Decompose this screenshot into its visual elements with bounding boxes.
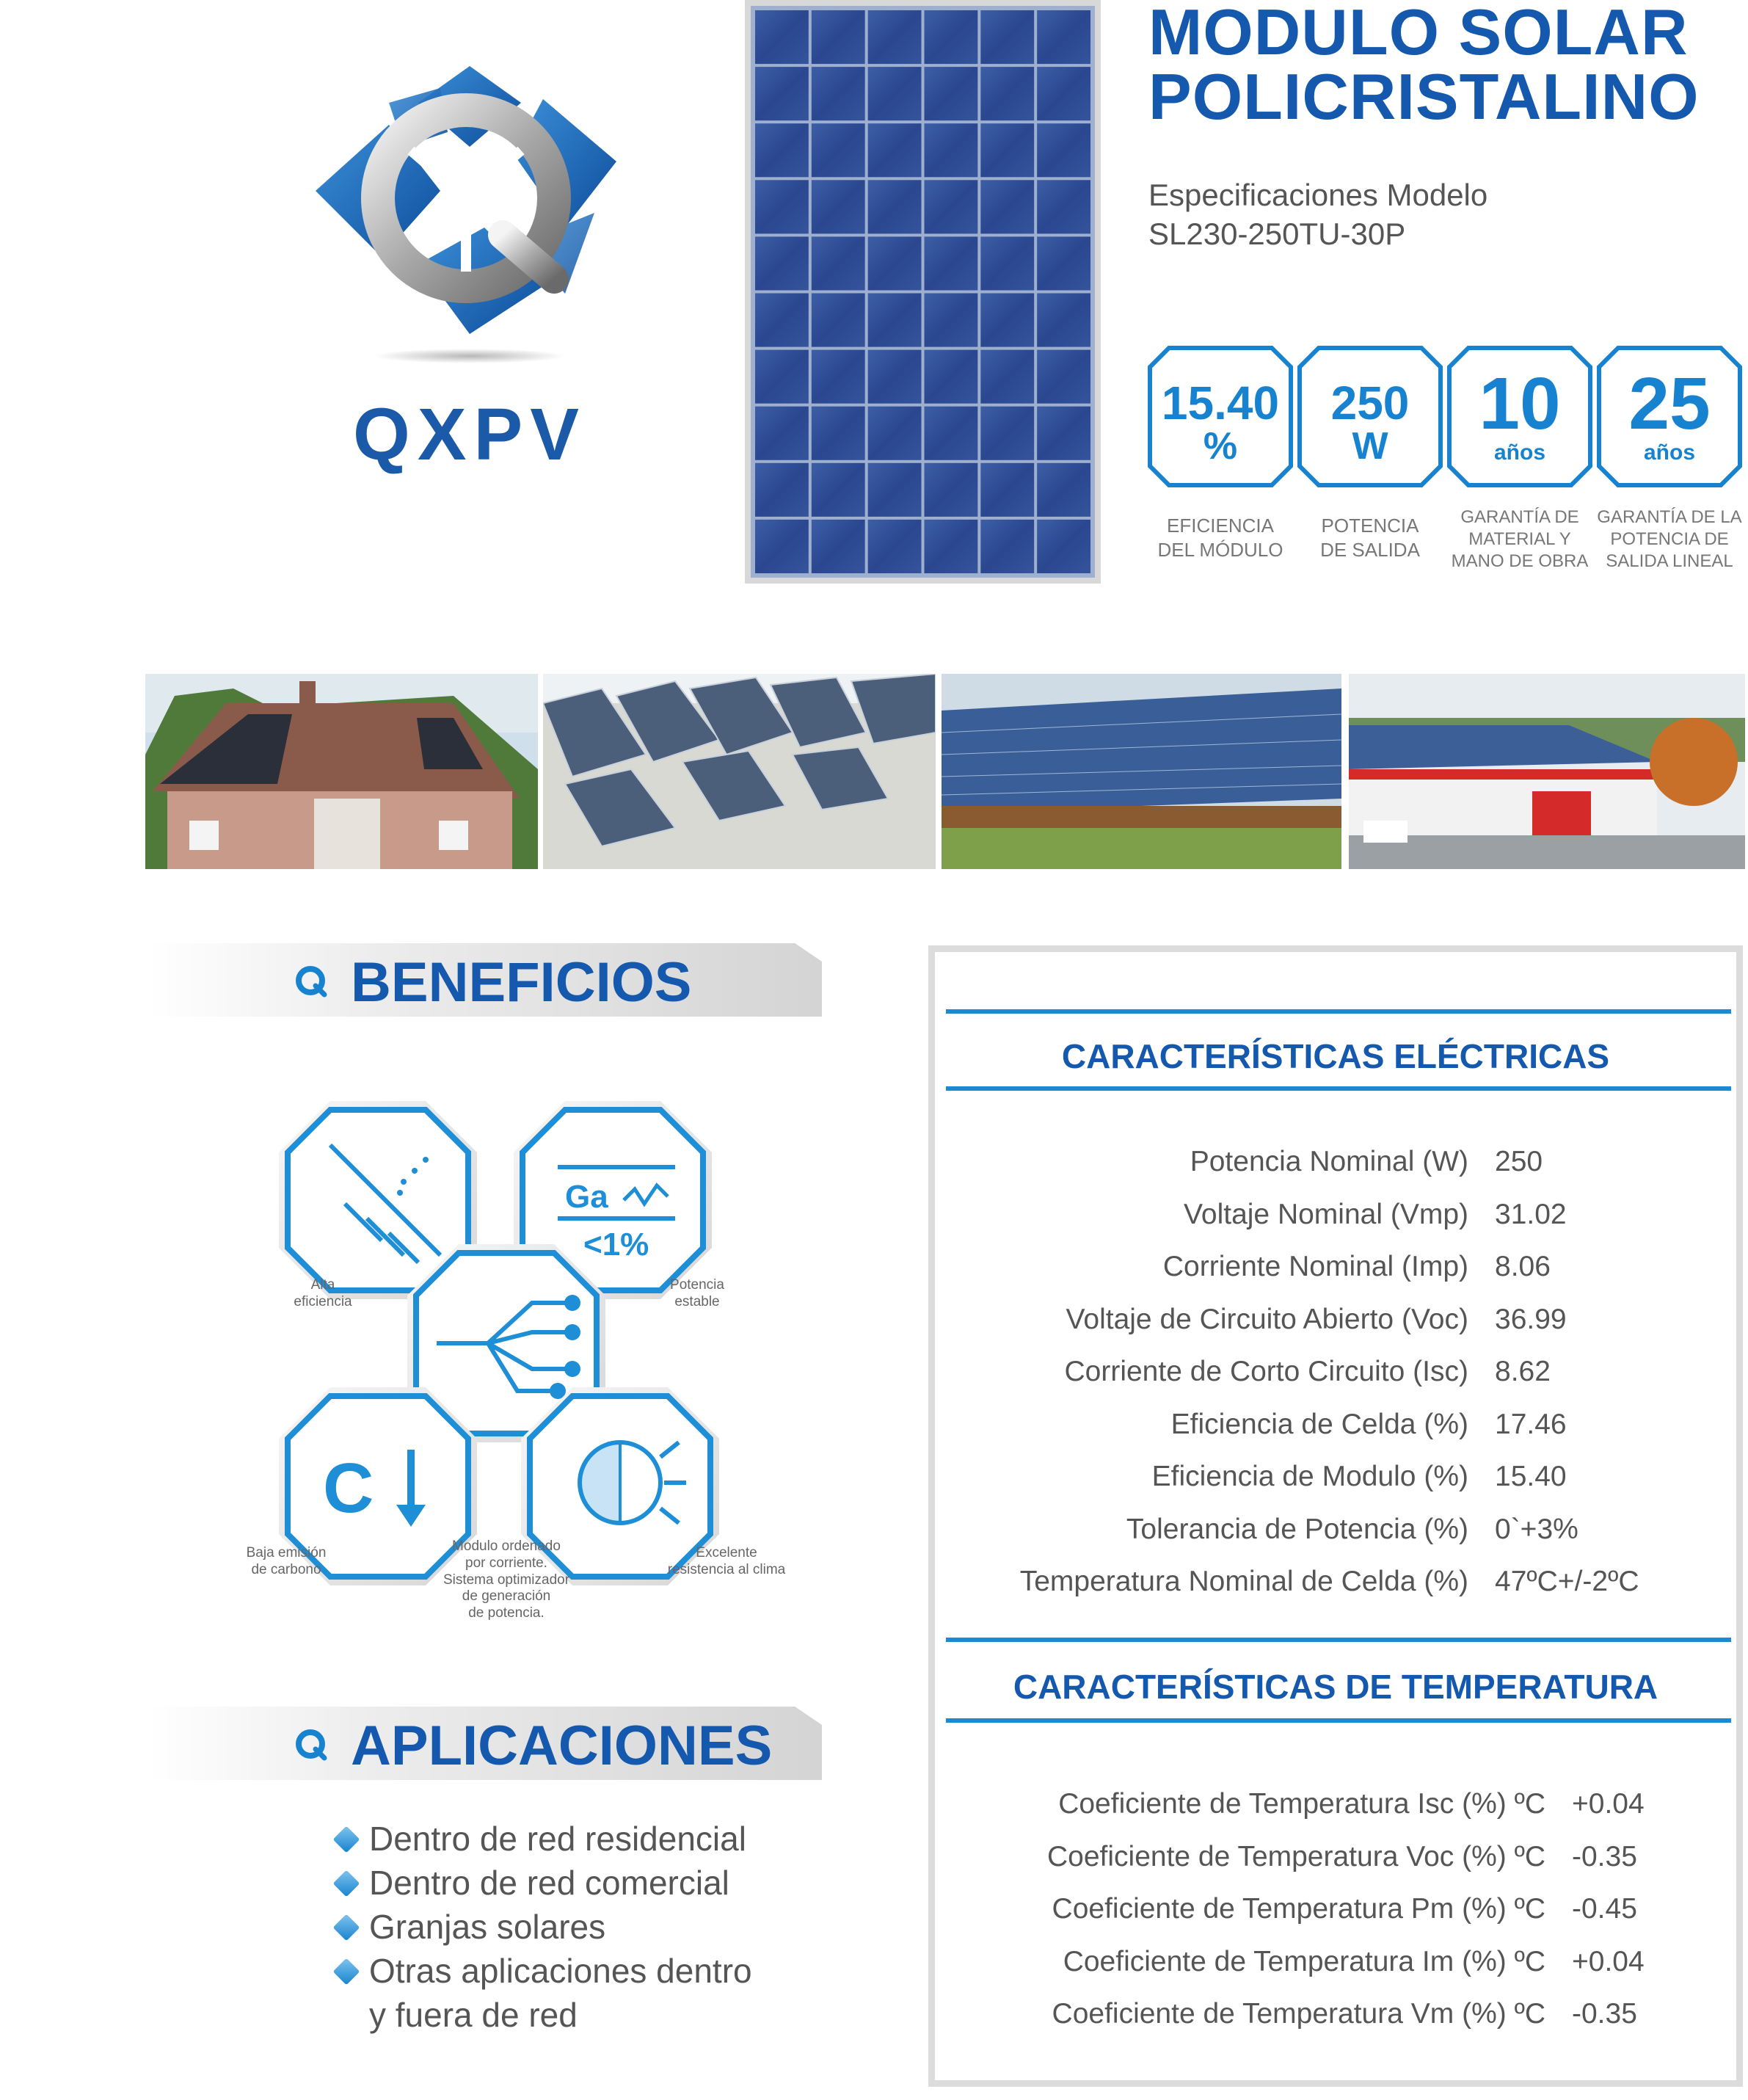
panel-cell [925, 463, 978, 517]
q-bullet-icon [294, 964, 327, 998]
badge-unit: % [1203, 425, 1238, 468]
carbon-c-text: C [323, 1449, 374, 1527]
panel-cell [925, 67, 978, 120]
list-item: Granjas solares [334, 1905, 752, 1949]
spec-label: Eficiencia de Celda (%) [1170, 1408, 1468, 1440]
panel-cell [1037, 463, 1090, 517]
list-item: Dentro de red comercial [334, 1861, 752, 1905]
applications-section-header [147, 1707, 822, 1780]
diamond-bullet-icon [333, 1870, 360, 1897]
panel-cell [755, 350, 809, 404]
spec-label: Coeficiente de Temperatura Vm (%) ºC [1052, 1998, 1545, 2030]
spec-label: Potencia Nominal (W) [1190, 1146, 1468, 1177]
panel-cell [980, 236, 1034, 290]
panel-cell [925, 294, 978, 347]
panel-cell [925, 180, 978, 233]
panel-cell [980, 123, 1034, 177]
panel-cell [755, 180, 809, 233]
divider [946, 1638, 1731, 1642]
panel-cell [1037, 123, 1090, 177]
spec-value: 0`+3% [1495, 1513, 1578, 1545]
panel-cell [755, 67, 809, 120]
panel-cell [980, 10, 1034, 64]
brand-name: QXPV [353, 393, 586, 476]
diamond-bullet-icon [333, 1958, 360, 1985]
panel-cell [755, 10, 809, 64]
spec-label: Coeficiente de Temperatura Pm (%) ºC [1052, 1893, 1545, 1925]
photo-residential-house [145, 674, 538, 869]
benefits-title: BENEFICIOS [351, 951, 692, 1014]
panel-cell [980, 350, 1034, 404]
spec-value: 8.06 [1495, 1251, 1551, 1282]
panel-cell [812, 520, 865, 573]
divider [946, 1086, 1731, 1091]
benefit-label-ordered-module: Modulo ordenado por corriente. Sistema optimizador de generación de potencia. [443, 1538, 570, 1621]
title-line-1: MODULO SOLAR [1148, 0, 1689, 68]
benefits-section-header [147, 943, 822, 1017]
spec-value: -0.35 [1572, 1998, 1637, 2030]
panel-cell [812, 294, 865, 347]
temperature-title: CARACTERÍSTICAS DE TEMPERATURA [1013, 1668, 1658, 1706]
panel-cell [812, 10, 865, 64]
panel-cell [868, 236, 922, 290]
panel-cell [868, 520, 922, 573]
badge-value: 25 [1628, 363, 1711, 445]
spec-value: 31.02 [1495, 1198, 1567, 1230]
panel-cell [755, 236, 809, 290]
spec-value: -0.35 [1572, 1840, 1637, 1872]
qxpv-logo-graphic [301, 59, 638, 367]
spec-label: Temperatura Nominal de Celda (%) [1019, 1566, 1468, 1597]
panel-cell [812, 180, 865, 233]
panel-cell [1037, 10, 1090, 64]
spec-label: Eficiencia de Modulo (%) [1151, 1461, 1468, 1492]
photo-commercial-building [1349, 674, 1745, 869]
spec-label: Voltaje de Circuito Abierto (Voc) [1066, 1303, 1468, 1335]
diamond-bullet-icon [333, 1914, 360, 1941]
panel-cell [868, 180, 922, 233]
q-bullet-icon [294, 1727, 327, 1761]
panel-cell [925, 350, 978, 404]
photo-barn-roof [942, 674, 1341, 869]
panel-cell [812, 407, 865, 460]
spec-value: 47ºC+/-2ºC [1495, 1566, 1639, 1597]
badge-label-power-warranty: GARANTÍA DE LA POTENCIA DE SALIDA LINEAL [1597, 507, 1742, 571]
benefit-label-low-carbon: Baja emisión de carbono [246, 1545, 327, 1577]
benefit-label-weather: Excelente resistencia al clima [667, 1545, 786, 1577]
panel-cell [1037, 294, 1090, 347]
panel-cell [1037, 350, 1090, 404]
subtitle-line-1: Especificaciones Modelo [1148, 178, 1488, 212]
badge-label-material-warranty: GARANTÍA DE MATERIAL Y MANO DE OBRA [1451, 507, 1589, 571]
panel-cell [868, 10, 922, 64]
spec-label: Corriente Nominal (Imp) [1162, 1251, 1468, 1282]
spec-label: Tolerancia de Potencia (%) [1126, 1513, 1468, 1545]
list-item: Otras aplicaciones dentro [334, 1949, 752, 1993]
panel-cell [755, 463, 809, 517]
spec-value: 250 [1495, 1146, 1543, 1177]
spec-value: 15.40 [1495, 1461, 1567, 1492]
badge-power [1297, 345, 1443, 488]
panel-cell [980, 294, 1034, 347]
panel-cell [755, 123, 809, 177]
panel-cell [755, 520, 809, 573]
panel-cell [925, 123, 978, 177]
spec-value: 36.99 [1495, 1303, 1567, 1335]
panel-cell [1037, 520, 1090, 573]
spec-label: Coeficiente de Temperatura Isc (%) ºC [1058, 1788, 1545, 1820]
panel-cell [925, 520, 978, 573]
panel-cell [868, 407, 922, 460]
panel-cell [925, 407, 978, 460]
benefit-label-stable-power: Potencia estable [670, 1277, 724, 1309]
panel-cell [812, 123, 865, 177]
panel-cell [868, 67, 922, 120]
spec-value: -0.45 [1572, 1893, 1637, 1925]
spec-value: 17.46 [1495, 1408, 1567, 1440]
panel-cell [1037, 236, 1090, 290]
badge-power-warranty [1596, 345, 1743, 488]
title-line-2: POLICRISTALINO [1148, 60, 1700, 133]
solar-panel-image [745, 0, 1101, 584]
spec-label: Voltaje Nominal (Vmp) [1184, 1198, 1468, 1230]
panel-cell [925, 10, 978, 64]
badge-label-efficiency: EFICIENCIA DEL MÓDULO [1157, 515, 1283, 561]
panel-cell [812, 350, 865, 404]
badge-label-power: POTENCIA DE SALIDA [1320, 515, 1420, 561]
panel-cell [925, 236, 978, 290]
percent-text: <1% [583, 1227, 649, 1262]
model-subtitle [1148, 176, 1487, 253]
badge-value: 250 [1330, 377, 1410, 429]
list-item: Dentro de red residencial [334, 1817, 752, 1861]
panel-cell [868, 350, 922, 404]
spec-label: Coeficiente de Temperatura Im (%) ºC [1063, 1945, 1545, 1977]
panel-cell [980, 463, 1034, 517]
specifications-box [928, 945, 1743, 2087]
panel-cell [980, 180, 1034, 233]
spec-value: +0.04 [1572, 1945, 1645, 1977]
panel-cell [812, 67, 865, 120]
panel-cell [980, 520, 1034, 573]
badge-unit: W [1352, 425, 1388, 468]
panel-cell [812, 463, 865, 517]
panel-cell [868, 294, 922, 347]
badge-value: 10 [1479, 363, 1561, 445]
badge-efficiency [1147, 345, 1294, 488]
panel-cell [755, 407, 809, 460]
badge-material-warranty [1446, 345, 1593, 488]
panel-cell [1037, 407, 1090, 460]
badge-unit: años [1493, 440, 1546, 465]
divider [946, 1718, 1731, 1723]
diamond-bullet-icon [333, 1826, 360, 1853]
ga-text: Ga [565, 1179, 608, 1215]
panel-cell [1037, 180, 1090, 233]
divider [946, 1009, 1731, 1014]
spec-value: +0.04 [1572, 1788, 1645, 1820]
applications-title: APLICACIONES [351, 1715, 773, 1777]
spec-label: Corriente de Corto Circuito (Isc) [1064, 1356, 1468, 1387]
spec-label: Coeficiente de Temperatura Voc (%) ºC [1046, 1840, 1545, 1872]
electrical-title: CARACTERÍSTICAS ELÉCTRICAS [1061, 1037, 1610, 1075]
subtitle-line-2: SL230-250TU-30P [1148, 216, 1406, 251]
panel-cell [868, 463, 922, 517]
panel-cell [868, 123, 922, 177]
benefit-label-high-efficiency: Alta eficiencia [294, 1277, 352, 1309]
spec-value: 8.62 [1495, 1356, 1551, 1387]
list-item-continuation: y fuera de red [369, 1996, 578, 2034]
panel-cell [980, 67, 1034, 120]
panel-cell [755, 294, 809, 347]
panel-cell [1037, 67, 1090, 120]
badge-unit: años [1643, 440, 1696, 465]
photo-solar-farm [543, 674, 936, 869]
panel-cell [980, 407, 1034, 460]
panel-cell [812, 236, 865, 290]
page-title [1148, 0, 1700, 133]
applications-list [334, 1817, 752, 2037]
badge-value: 15.40 [1161, 377, 1280, 429]
